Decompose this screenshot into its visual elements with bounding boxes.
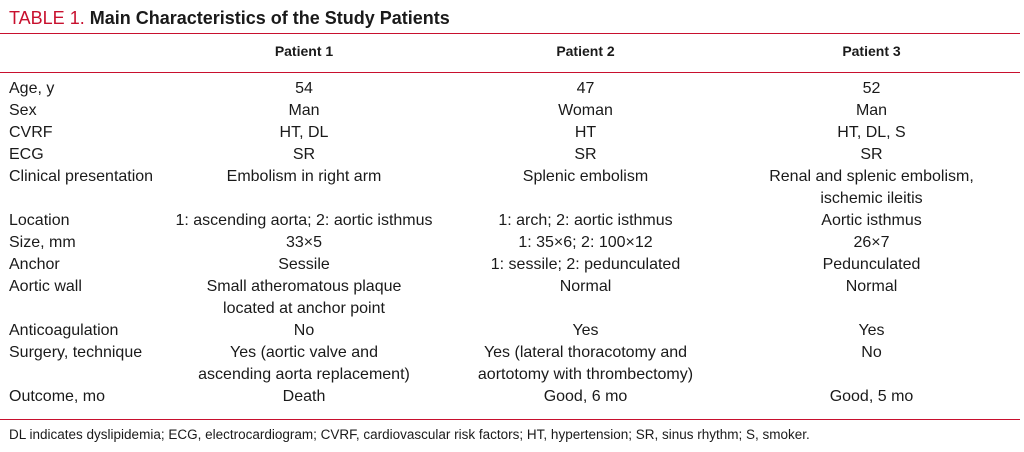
cell-patient-1: Yes (aortic valve and ascending aorta replacement) xyxy=(198,344,410,383)
table-row xyxy=(0,320,1020,342)
table-caption: Main Characteristics of the Study Patients xyxy=(89,8,450,28)
row-label: ECG xyxy=(9,146,44,163)
table-row xyxy=(0,122,1020,144)
row-label: Sex xyxy=(9,102,37,119)
row-label: Location xyxy=(9,212,70,229)
table-row xyxy=(0,144,1020,166)
header-cell-patient-2: Patient 2 xyxy=(556,43,615,59)
cell-patient-2: 47 xyxy=(576,80,595,97)
cell-patient-2: 1: arch; 2: aortic isthmus xyxy=(498,212,673,229)
cell-patient-1: SR xyxy=(292,146,316,163)
cell-patient-3: Yes xyxy=(858,322,885,339)
cell-patient-3: 52 xyxy=(862,80,881,97)
cell-patient-3: Good, 5 mo xyxy=(829,388,914,405)
cell-patient-3: HT, DL, S xyxy=(837,124,906,141)
cell-patient-3: Man xyxy=(855,102,888,119)
cell-patient-2: SR xyxy=(574,146,597,163)
cell-patient-1: 1: ascending aorta; 2: aortic isthmus xyxy=(175,212,433,229)
row-label: Outcome, mo xyxy=(9,388,106,405)
row-label: Clinical presentation xyxy=(9,168,154,185)
cell-patient-1: HT, DL xyxy=(279,124,329,141)
table-row xyxy=(0,342,1020,386)
header-cell-patient-1: Patient 1 xyxy=(274,43,334,59)
cell-patient-3: SR xyxy=(860,146,883,163)
row-label: CVRF xyxy=(9,124,53,141)
cell-patient-2: HT xyxy=(574,124,597,141)
cell-patient-1: 33×5 xyxy=(285,234,323,251)
cell-patient-1: Embolism in right arm xyxy=(226,168,382,185)
cell-patient-2: Normal xyxy=(559,278,612,295)
row-label: Anticoagulation xyxy=(9,322,119,339)
table-row xyxy=(0,78,1020,100)
table-body xyxy=(0,78,1020,408)
cell-patient-1: Small atheromatous plaque located at anchor point xyxy=(206,278,402,317)
top-rule xyxy=(0,33,1020,34)
cell-patient-1: Death xyxy=(282,388,326,405)
cell-patient-3: Renal and splenic embolism, ischemic ileitis xyxy=(769,168,974,207)
table-row xyxy=(0,232,1020,254)
table-row xyxy=(0,100,1020,122)
cell-patient-1: 54 xyxy=(295,80,313,97)
cell-patient-2: Good, 6 mo xyxy=(543,388,628,405)
cell-patient-2: Splenic embolism xyxy=(522,168,649,185)
cell-patient-2: Yes (lateral thoracotomy and aortotomy with thrombectomy) xyxy=(477,344,694,383)
cell-patient-2: 1: sessile; 2: pedunculated xyxy=(490,256,681,273)
cell-patient-2: Woman xyxy=(558,102,613,119)
cell-patient-1: Sessile xyxy=(278,256,330,273)
cell-patient-1: No xyxy=(293,322,315,339)
cell-patient-3: 26×7 xyxy=(853,234,890,251)
row-label: Surgery, technique xyxy=(9,344,143,361)
table-title xyxy=(9,8,450,28)
header-cell-patient-3: Patient 3 xyxy=(842,43,901,59)
row-label: Age, y xyxy=(9,80,55,97)
table-row xyxy=(0,254,1020,276)
table-row xyxy=(0,386,1020,408)
bottom-rule xyxy=(0,419,1020,420)
table-row xyxy=(0,166,1020,210)
row-label: Anchor xyxy=(9,256,60,273)
table-footnote: DL indicates dyslipidemia; ECG, electrocardiogram; CVRF, cardiovascular risk factors; HT, hypertension; SR, sinus rhythm; S, smoker. xyxy=(9,427,810,442)
header-spacer xyxy=(0,64,1020,78)
cell-patient-3: Pedunculated xyxy=(822,256,921,273)
header-cell-empty xyxy=(0,40,160,64)
characteristics-table xyxy=(0,40,1020,408)
table-row xyxy=(0,210,1020,232)
cell-patient-2: Yes xyxy=(572,322,599,339)
cell-patient-3: Aortic isthmus xyxy=(821,212,922,229)
cell-patient-3: No xyxy=(861,344,882,361)
table-number: TABLE 1. xyxy=(9,8,85,28)
row-label: Aortic wall xyxy=(9,278,82,295)
table-row xyxy=(0,276,1020,320)
row-label: Size, mm xyxy=(9,234,76,251)
cell-patient-2: 1: 35×6; 2: 100×12 xyxy=(518,234,653,251)
cell-patient-1: Man xyxy=(288,102,320,119)
header-row xyxy=(0,40,1020,64)
cell-patient-3: Normal xyxy=(845,278,898,295)
